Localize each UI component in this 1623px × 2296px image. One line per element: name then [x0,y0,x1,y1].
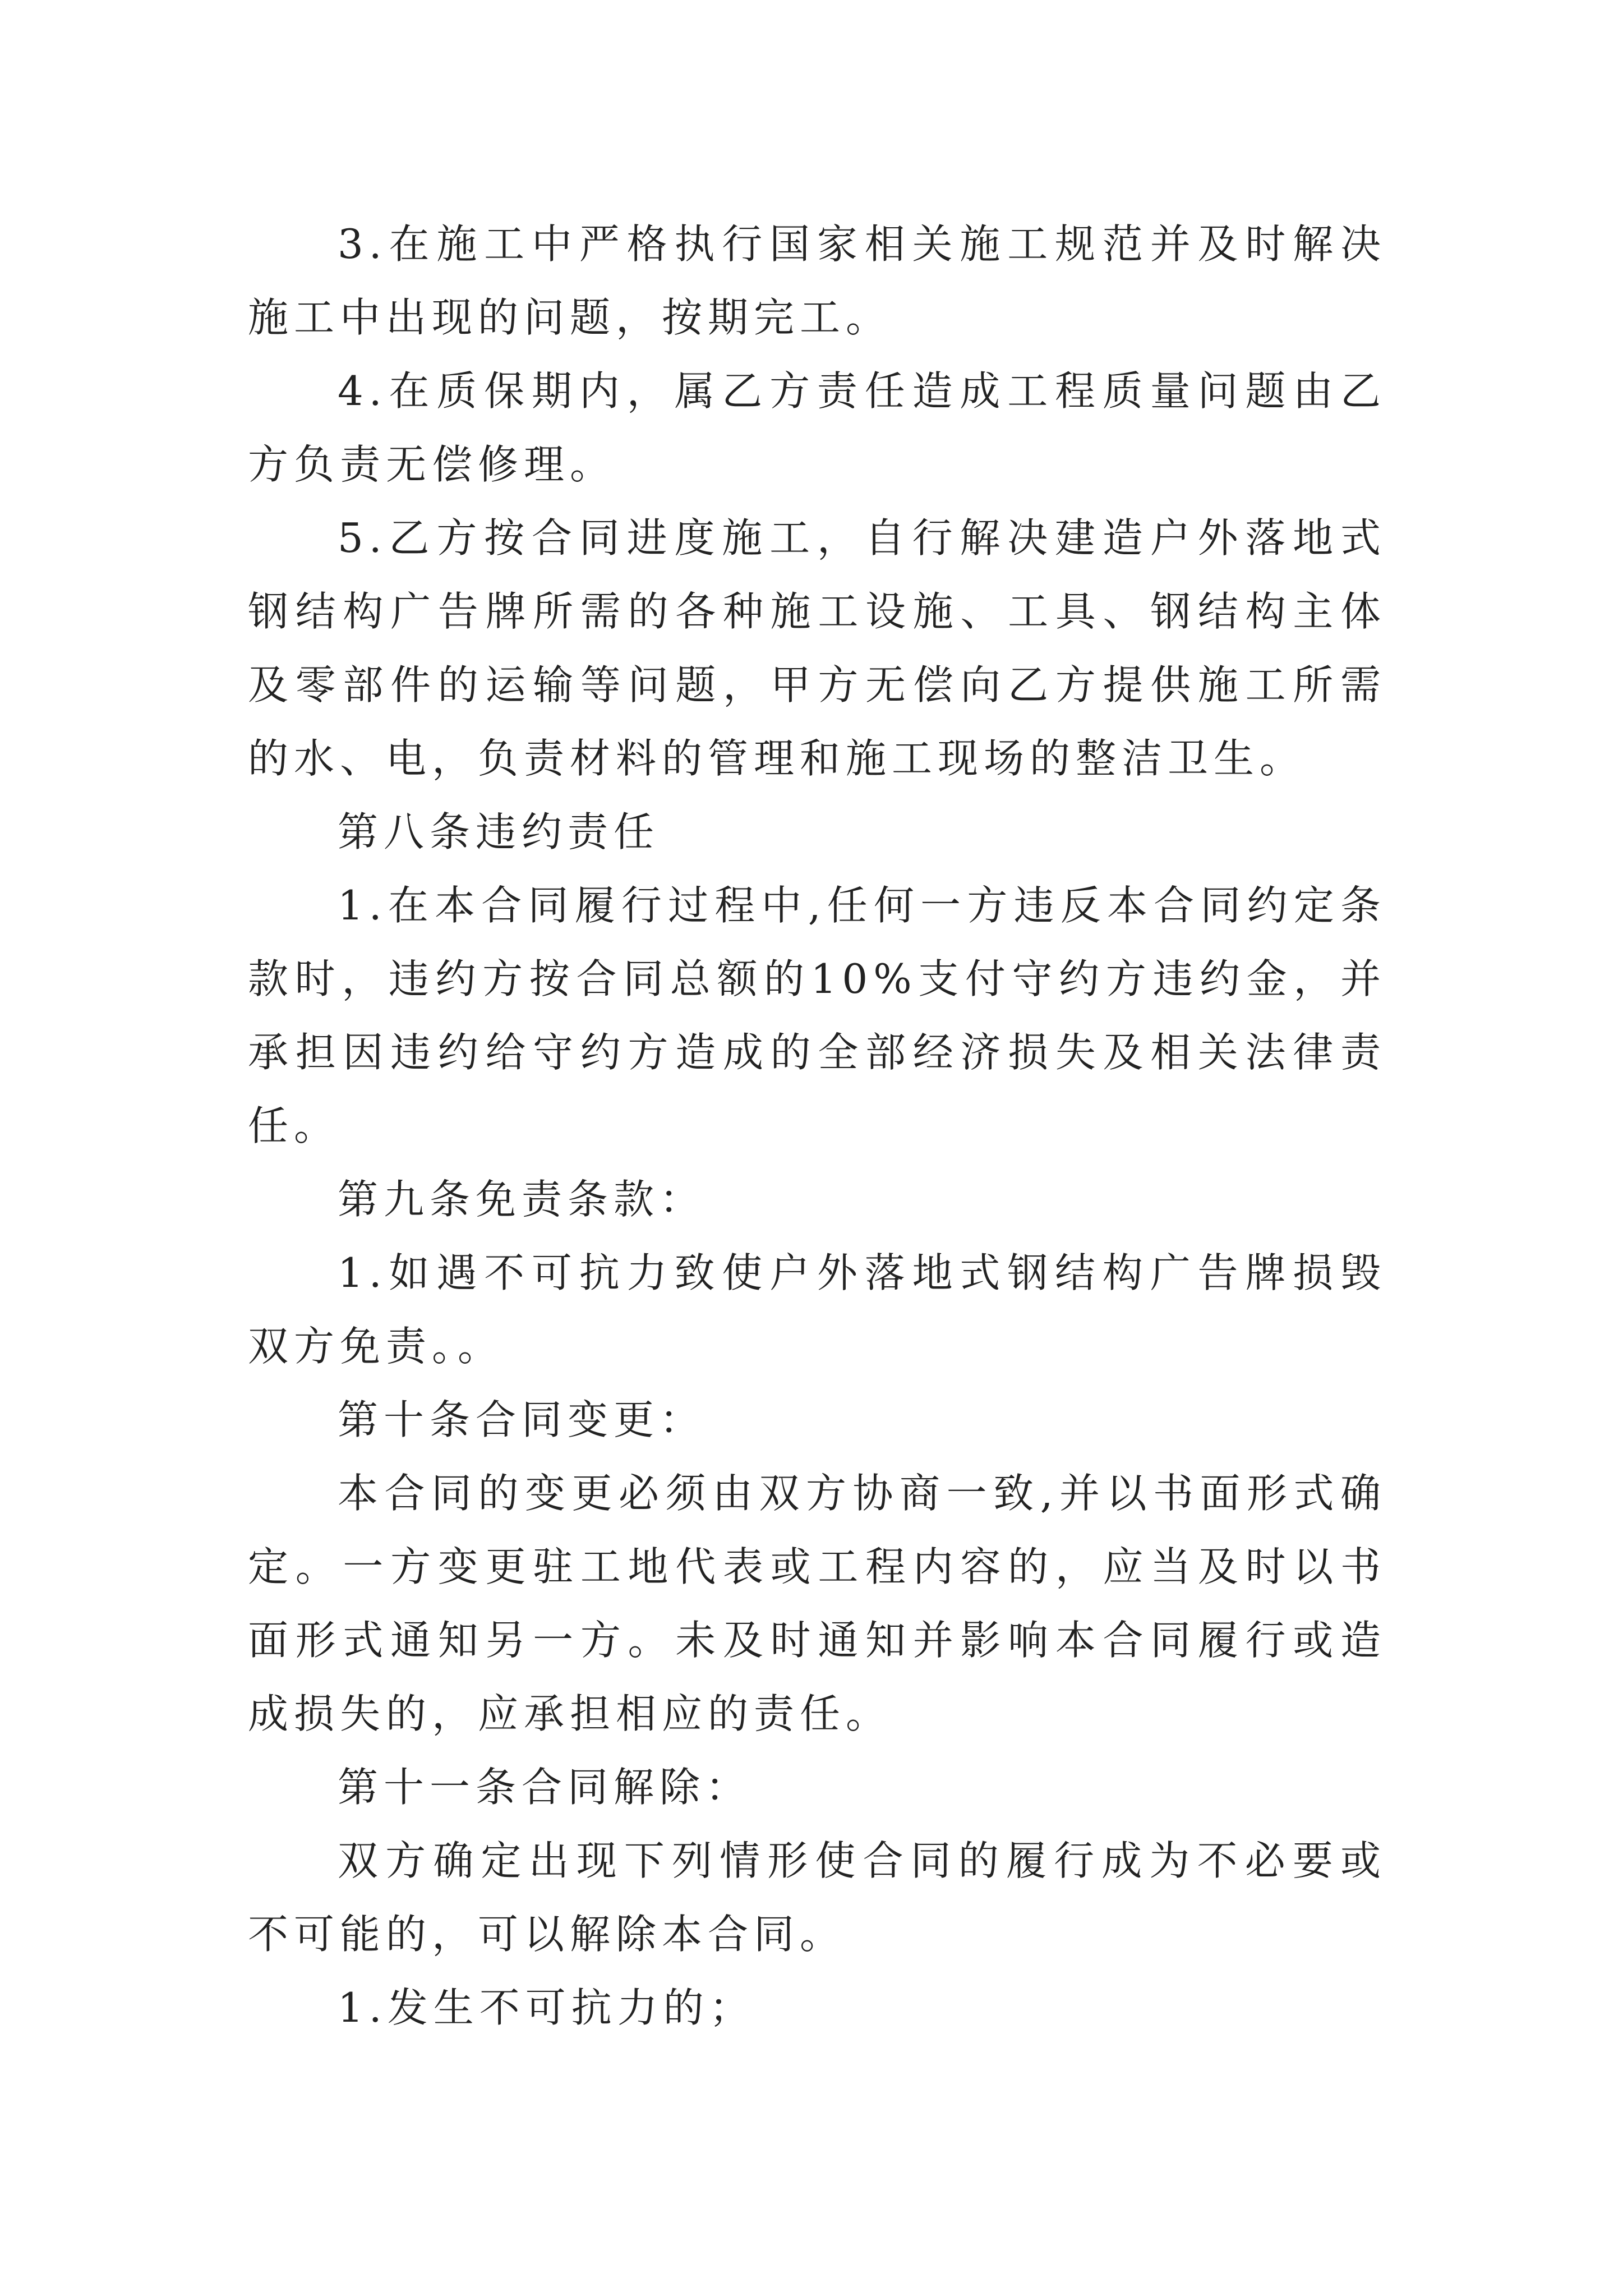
clause-7-item-4: 4.在质保期内，属乙方责任造成工程质量问题由乙方负责无偿修理。 [248,367,1386,488]
clause-8-heading: 第八条违约责任 [338,808,660,855]
clause-11-heading: 第十一条合同解除： [338,1764,752,1811]
clause-9-heading: 第九条免责条款： [338,1176,706,1223]
clause-7-item-5: 5.乙方按合同进度施工，自行解决建造户外落地式钢结构广告牌所需的各种施工设施、工具、钢结构主体及零部件的运输等问题，甲方无偿向乙方提供施工所需的水、电，负责材料的管理和施工现场的整洁卫生。 [248,514,1386,782]
clause-10-heading: 第十条合同变更： [338,1396,706,1443]
clause-7-item-3: 3.在施工中严格执行国家相关施工规范并及时解决施工中出现的问题，按期完工。 [248,220,1386,341]
clause-10-body: 本合同的变更必须由双方协商一致,并以书面形式确定。一方变更驻工地代表或工程内容的，应当及时以书面形式通知另一方。未及时通知并影响本合同履行或造成损失的，应承担相应的责任。 [248,1470,1386,1737]
clause-9-item-1: 1.如遇不可抗力致使户外落地式钢结构广告牌损毁双方免责。。 [248,1249,1386,1370]
document-body [248,208,1386,2045]
clause-8-item-1: 1.在本合同履行过程中,任何一方违反本合同约定条款时，违约方按合同总额的10%支付守约方违约金，并承担因违约给守约方造成的全部经济损失及相关法律责任。 [248,882,1386,1149]
clause-11-item-1: 1.发生不可抗力的； [338,1984,755,2031]
clause-11-intro: 双方确定出现下列情形使合同的履行成为不必要或不可能的，可以解除本合同。 [248,1837,1386,1958]
